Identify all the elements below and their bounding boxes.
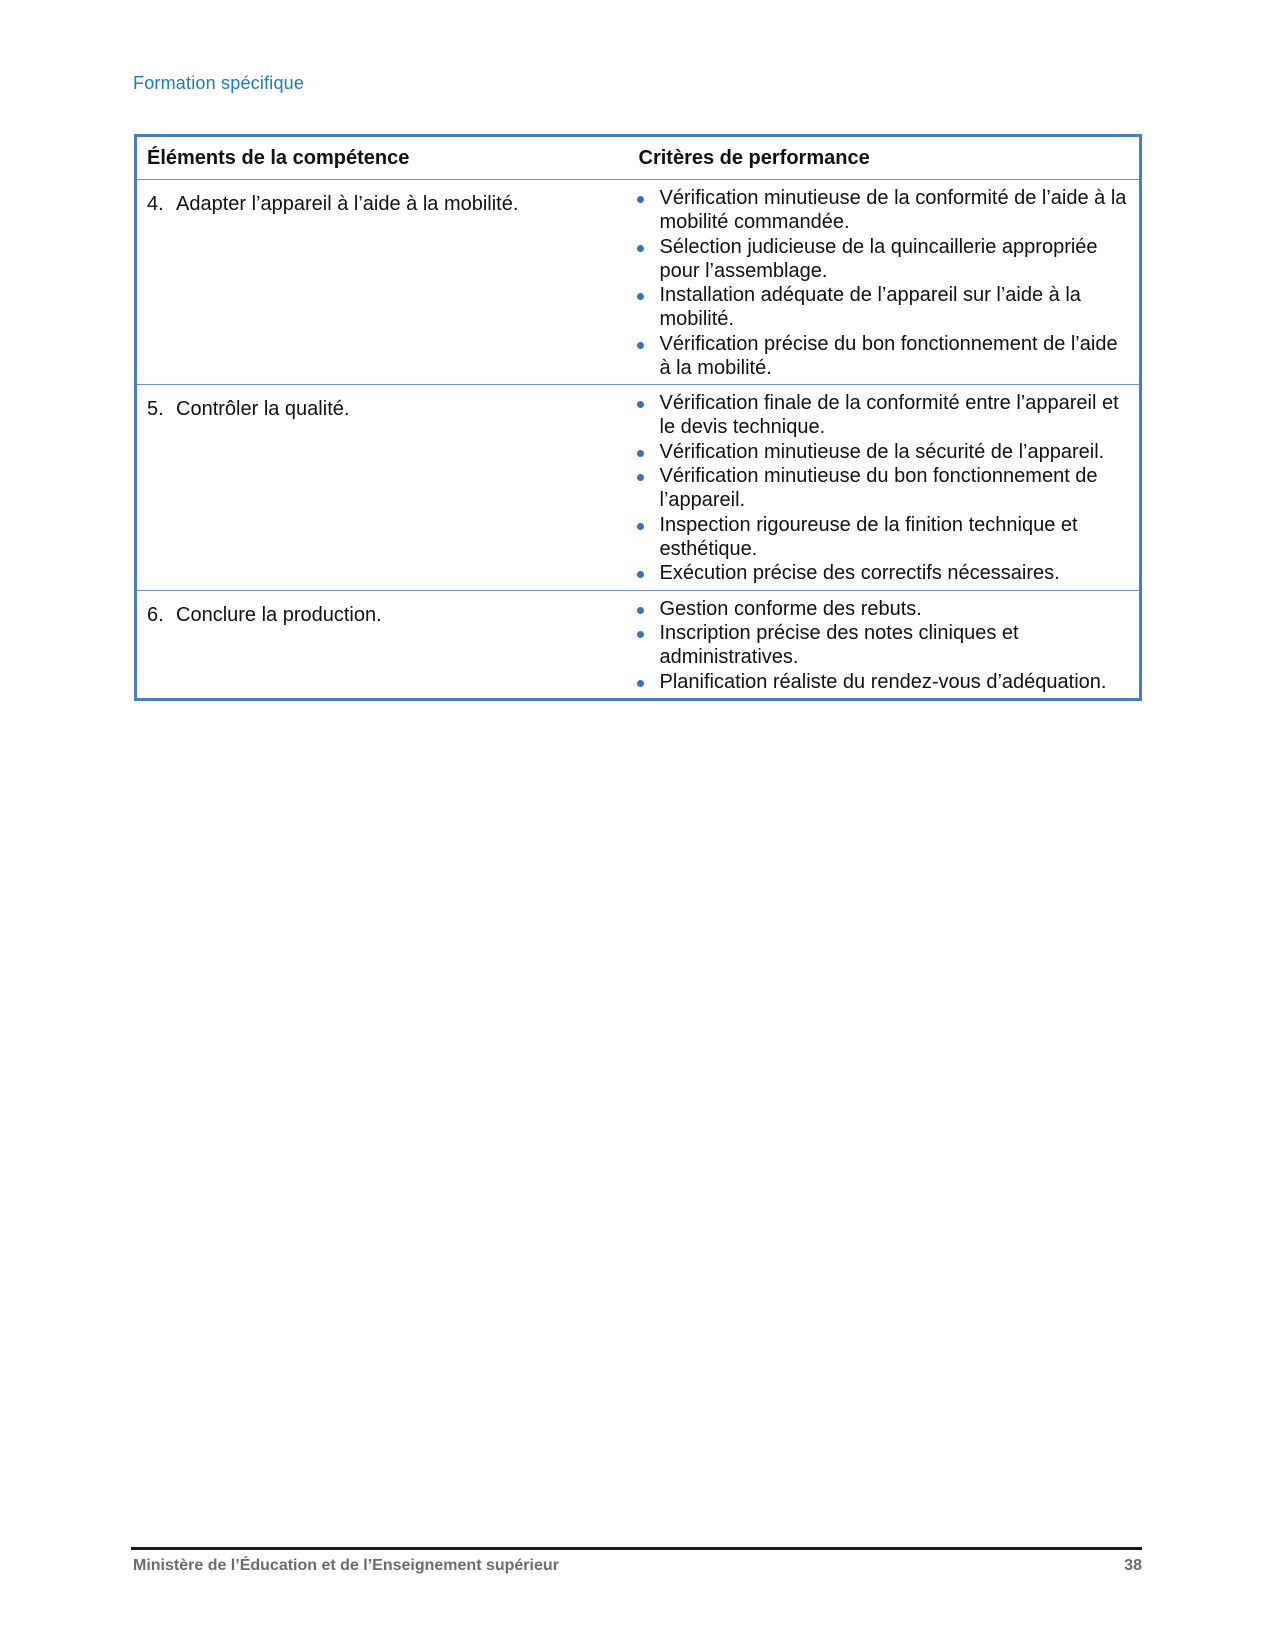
criteria-item: Vérification minutieuse de la conformité de l’aide à la mobilité commandée.: [629, 186, 1134, 234]
page-number: 38: [1124, 1557, 1142, 1574]
criteria-item: Vérification minutieuse du bon fonctionnement de l’appareil.: [629, 464, 1134, 512]
criteria-item: Sélection judicieuse de la quincaillerie appropriée pour l’assemblage.: [629, 235, 1134, 283]
criteria-item: Exécution précise des correctifs nécessaires.: [629, 561, 1134, 585]
element-text: Adapter l’appareil à l’aide à la mobilité.: [176, 193, 519, 215]
criteria-item: Installation adéquate de l’appareil sur l’aide à la mobilité.: [629, 283, 1134, 331]
table-row: [136, 590, 1141, 700]
criteria-cell: [629, 180, 1141, 385]
criteria-item: Vérification minutieuse de la sécurité de l’appareil.: [629, 440, 1134, 464]
element-number: 4.: [147, 193, 164, 215]
table-header-row: [136, 136, 1141, 180]
criteria-item: Gestion conforme des rebuts.: [629, 597, 1134, 621]
criteria-item: Inscription précise des notes cliniques et administratives.: [629, 621, 1134, 669]
element-cell: [136, 590, 629, 700]
page-header-title: Formation spécifique: [133, 73, 305, 93]
column-header-criteria: Critères de performance: [629, 136, 1141, 180]
element-text: Contrôler la qualité.: [176, 398, 350, 420]
criteria-item: Vérification précise du bon fonctionnement de l’aide à la mobilité.: [629, 332, 1134, 380]
footer-divider: [131, 1547, 1142, 1550]
criteria-item: Inspection rigoureuse de la finition technique et esthétique.: [629, 513, 1134, 561]
footer-publisher: Ministère de l’Éducation et de l’Enseignement supérieur: [133, 1557, 559, 1574]
element-number: 5.: [147, 398, 164, 420]
criteria-item: Planification réaliste du rendez-vous d’adéquation.: [629, 670, 1134, 694]
competence-table: [134, 134, 1142, 701]
element-number: 6.: [147, 603, 164, 626]
criteria-item: Vérification finale de la conformité entre l’appareil et le devis technique.: [629, 391, 1134, 439]
element-cell: [136, 385, 629, 591]
criteria-cell: [629, 385, 1141, 591]
criteria-cell: [629, 590, 1141, 700]
criteria-list: [629, 597, 1134, 694]
element-cell: [136, 180, 629, 385]
criteria-list: [629, 186, 1134, 380]
criteria-list: [629, 391, 1134, 585]
column-header-elements: Éléments de la compétence: [136, 136, 629, 180]
table-row: [136, 385, 1141, 591]
table-row: [136, 180, 1141, 385]
element-text: Conclure la production.: [176, 603, 382, 626]
